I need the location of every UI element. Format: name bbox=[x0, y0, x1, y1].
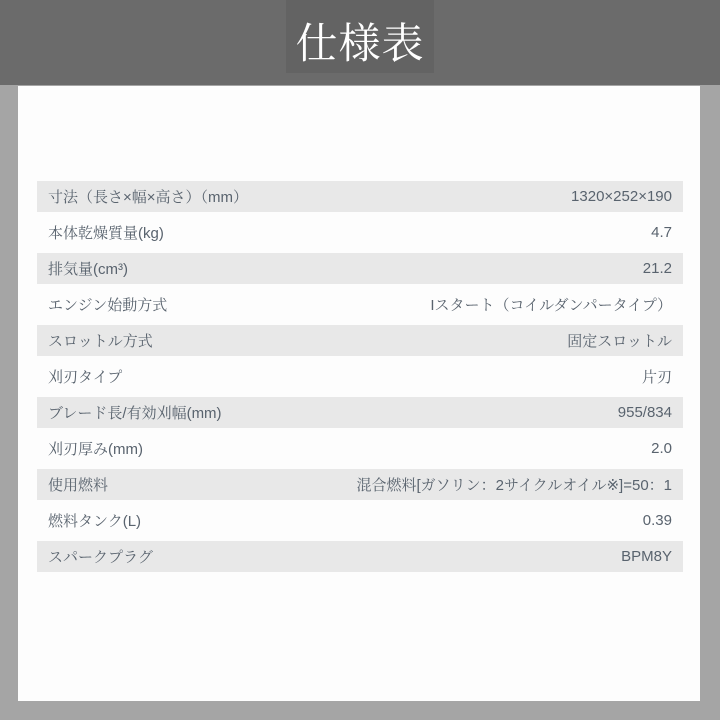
spec-value: 0.39 bbox=[642, 512, 672, 529]
table-row bbox=[37, 217, 683, 248]
table-row bbox=[37, 541, 683, 572]
spec-value: Iスタート（コイルダンパータイプ） bbox=[430, 297, 672, 314]
table-row bbox=[37, 361, 683, 392]
spec-label: 使用燃料 bbox=[48, 477, 109, 494]
spec-label: スロットル方式 bbox=[48, 333, 153, 350]
table-row bbox=[37, 397, 683, 428]
table-row bbox=[37, 469, 683, 500]
spec-value: 混合燃料[ガソリン：2サイクルオイル※]=50：1 bbox=[356, 477, 672, 494]
header bbox=[0, 0, 720, 85]
spec-value: 片刃 bbox=[641, 369, 672, 386]
spec-label: スパークプラグ bbox=[48, 549, 154, 566]
spec-table bbox=[37, 181, 683, 572]
spec-label: 寸法（長さ×幅×高さ）（mm） bbox=[48, 189, 249, 206]
spec-panel bbox=[18, 86, 700, 701]
title-plate bbox=[286, 0, 434, 73]
table-row bbox=[37, 505, 683, 536]
table-row bbox=[37, 325, 683, 356]
spec-label: ブレード長/有効刈幅(mm) bbox=[48, 405, 222, 422]
spec-value: 2.0 bbox=[651, 440, 672, 457]
page-title: 仕様表 bbox=[295, 19, 425, 67]
spec-label: 排気量(cm³) bbox=[48, 261, 128, 278]
table-row bbox=[37, 433, 683, 464]
spec-label: 本体乾燥質量(kg) bbox=[48, 225, 164, 242]
spec-label: 燃料タンク(L) bbox=[48, 513, 142, 530]
table-row bbox=[37, 253, 683, 284]
spec-label: エンジン始動方式 bbox=[48, 297, 168, 314]
spec-value: 1320×252×190 bbox=[571, 188, 672, 205]
spec-label: 刈刃タイプ bbox=[48, 369, 123, 386]
spec-value: 固定スロットル bbox=[567, 333, 672, 350]
table-row bbox=[37, 289, 683, 320]
table-row bbox=[37, 181, 683, 212]
spec-value: 4.7 bbox=[651, 224, 672, 241]
spec-value: 955/834 bbox=[617, 404, 672, 421]
spec-value: 21.2 bbox=[642, 260, 672, 277]
spec-label: 刈刃厚み(mm) bbox=[48, 441, 143, 458]
spec-value: BPM8Y bbox=[621, 548, 672, 565]
